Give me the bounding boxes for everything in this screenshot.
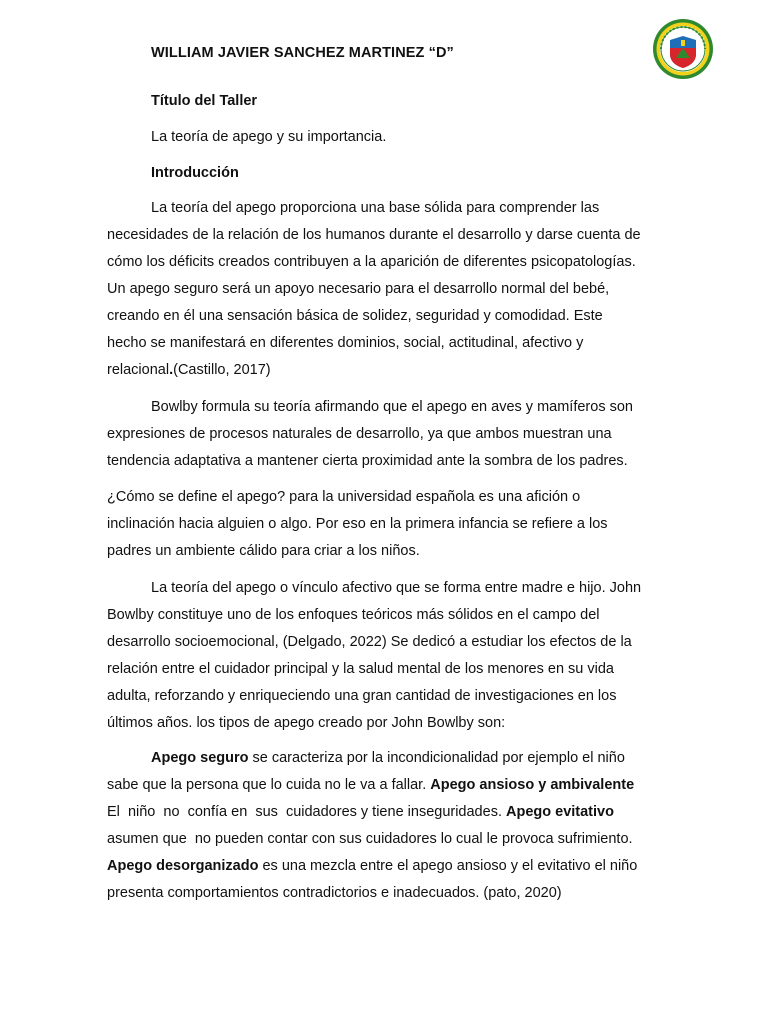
text-line: padres un ambiente cálido para criar a los niños.	[107, 543, 420, 559]
author-name: WILLIAM JAVIER SANCHEZ MARTINEZ “D”	[151, 45, 454, 61]
introduction-heading: Introducción	[151, 165, 239, 181]
text-line: desarrollo socioemocional, (Delgado, 2022) Se dedicó a estudiar los efectos de la	[107, 634, 632, 650]
text-line: últimos años. los tipos de apego creado por John Bowlby son:	[107, 715, 506, 731]
paragraph-1	[107, 195, 663, 384]
paragraph-2	[107, 394, 663, 475]
text-line: Apego seguro se caracteriza por la incondicionalidad por ejemplo el niño	[151, 750, 625, 766]
text-line: relación entre el cuidador principal y la salud mental de los menores en su vida	[107, 661, 614, 677]
text-line: presenta comportamientos contradictorios e inadecuados. (pato, 2020)	[107, 885, 562, 901]
paragraph-5	[107, 745, 663, 907]
text-line: expresiones de procesos naturales de desarrollo, ya que ambos muestran una	[107, 426, 612, 442]
text-line: Bowlby constituye uno de los enfoques teóricos más sólidos en el campo del	[107, 607, 600, 623]
text-line: ¿Cómo se define el apego? para la universidad española es una afición o	[107, 489, 581, 505]
paragraph-3	[107, 484, 663, 565]
university-seal-icon	[652, 18, 714, 80]
text-line: adulta, reforzando y enriqueciendo una gran cantidad de investigaciones en los	[107, 688, 617, 704]
text-line: Apego desorganizado es una mezcla entre el apego ansioso y el evitativo el niño	[107, 858, 638, 874]
text-line: creando en él una sensación básica de solidez, seguridad y comodidad. Este	[107, 308, 603, 324]
text-line: tendencia adaptativa a mantener cierta proximidad ante la sombra de los padres.	[107, 453, 628, 469]
text-line: Un apego seguro será un apoyo necesario para el desarrollo normal del bebé,	[107, 281, 610, 297]
text-line: La teoría del apego o vínculo afectivo que se forma entre madre e hijo. John	[151, 580, 642, 596]
text-line: inclinación hacia alguien o algo. Por eso en la primera infancia se refiere a los	[107, 516, 608, 532]
text-line: hecho se manifestará en diferentes dominios, social, actitudinal, afectivo y	[107, 335, 584, 351]
text-line: Bowlby formula su teoría afirmando que el apego en aves y mamíferos son	[151, 399, 633, 415]
text-line: cómo los déficits creados contribuyen a la aparición de diferentes psicopatologías.	[107, 254, 636, 270]
text-line: asumen que no pueden contar con sus cuidadores lo cual le provoca sufrimiento.	[107, 831, 633, 847]
text-line: necesidades de la relación de los humanos durante el desarrollo y darse cuenta de	[107, 227, 641, 243]
workshop-title-label: Título del Taller	[151, 93, 258, 109]
text-line: El niño no confía en sus cuidadores y tiene inseguridades. Apego evitativo	[107, 804, 614, 820]
text-line: relacional.(Castillo, 2017)	[107, 362, 271, 378]
paragraph-4	[107, 575, 663, 737]
text-line: sabe que la persona que lo cuida no le va a fallar. Apego ansioso y ambivalente	[107, 777, 635, 793]
text-line: La teoría del apego proporciona una base sólida para comprender las	[151, 200, 600, 216]
workshop-title: La teoría de apego y su importancia.	[151, 129, 387, 145]
